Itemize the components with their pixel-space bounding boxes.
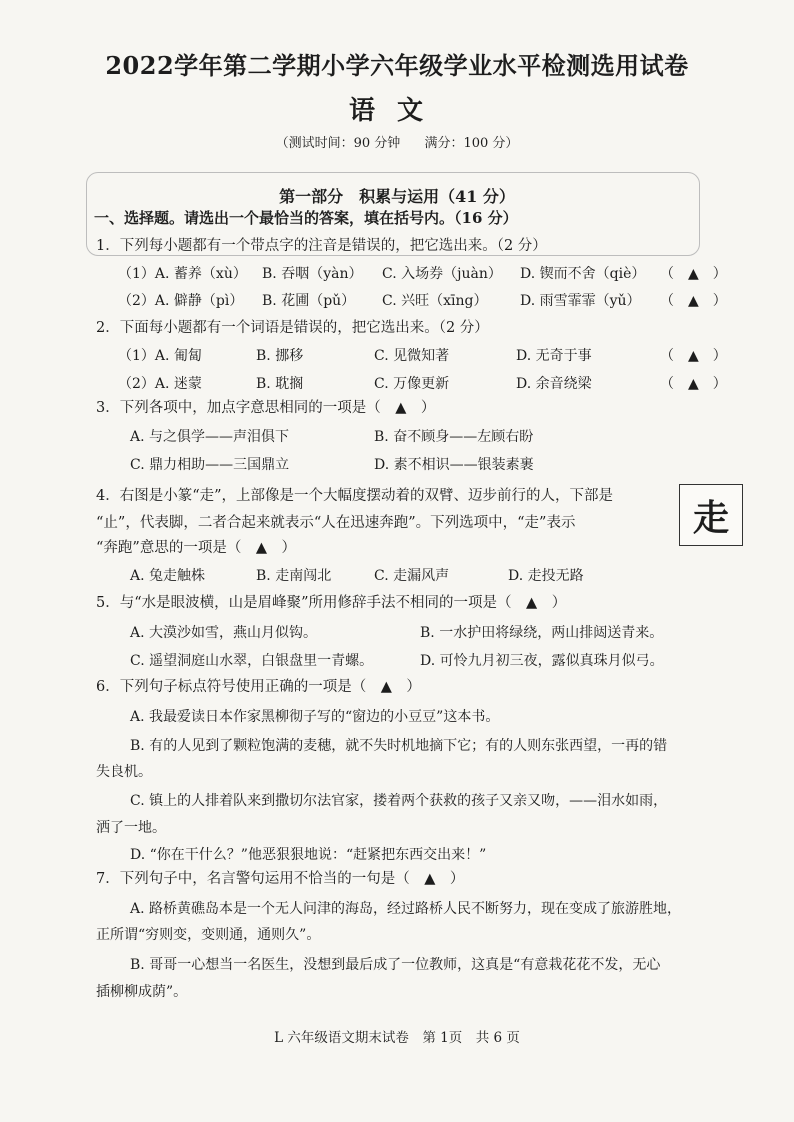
q5-c: C. 遥望洞庭山水翠，白银盘里一青螺。 (130, 653, 374, 669)
full-score: 满分：100 分） (424, 136, 519, 151)
q5-a: A. 大漠沙如雪，燕山月似钩。 (130, 625, 318, 641)
q1-stem: 1．下列每小题都有一个带点字的注音是错误的，把它选出来。（2 分） (96, 238, 547, 254)
q3-c: C. 鼎力相助——三国鼎立 (130, 457, 290, 473)
seal-script-zou-image (679, 484, 743, 546)
q4-b: B. 走南闯北 (256, 568, 332, 584)
q5-d: D. 可怜九月初三夜，露似真珠月似弓。 (420, 653, 664, 669)
exam-title: 2022学年第二学期小学六年级学业水平检测选用试卷 (105, 51, 689, 80)
answer-blank[interactable]: （ ▲ ） (660, 266, 727, 282)
q2-2-b: B. 耽搁 (256, 376, 304, 392)
answer-blank[interactable]: （ ▲ ） (660, 376, 727, 392)
part1-title: 第一部分 积累与运用（41 分） (279, 187, 515, 206)
q6-stem: 6．下列句子标点符号使用正确的一项是（ ▲ ） (96, 679, 421, 695)
subject-title: 语文 (348, 96, 445, 126)
q7-b-line2: 插柳柳成荫”。 (96, 984, 188, 1000)
q3-b: B. 奋不顾身——左顾右盼 (374, 429, 534, 445)
q5-b: B. 一水护田将绿绕，两山排闼送青来。 (420, 625, 664, 641)
q2-2-d: D. 余音绕梁 (516, 376, 592, 392)
seal-char: 走 (692, 496, 729, 539)
q6-c-line1: C. 镇上的人排着队来到撒切尔法官家，搂着两个获救的孩子又亲又吻，——泪水如雨， (130, 793, 668, 809)
q7-a-line2: 正所谓“穷则变，变则通，通则久”。 (96, 927, 321, 943)
q6-d: D. “你在干什么？”他恶狠狠地说：“赶紧把东西交出来！” (130, 847, 487, 863)
q1-2-d: D. 雨雪霏霏（yǔ） (520, 293, 641, 309)
q1-2-b: B. 花圃（pǔ） (262, 293, 356, 309)
q1-1-c: C. 入场券（juàn） (382, 266, 502, 282)
q1-2-c: C. 兴旺（xīng） (382, 293, 488, 309)
q3-d: D. 素不相识——银装素裹 (374, 457, 534, 473)
q2-2-c: C. 万像更新 (374, 376, 450, 392)
q4-line2: “止”，代表脚，二者合起来就表示“人在迅速奔跑”。下列选项中，“走”表示 (96, 515, 576, 531)
q4-a: A. 兔走触株 (130, 568, 206, 584)
q1-1-b: B. 吞咽（yàn） (262, 266, 363, 282)
q7-stem: 7．下列句子中，名言警句运用不恰当的一句是（ ▲ ） (96, 871, 465, 887)
q6-b-line2: 失良机。 (96, 764, 152, 780)
q3-stem: 3．下列各项中，加点字意思相同的一项是（ ▲ ） (96, 400, 436, 416)
q3-a: A. 与之俱学——声泪俱下 (130, 429, 290, 445)
section1-heading: 一、选择题。请选出一个最恰当的答案，填在括号内。（16 分） (94, 209, 518, 227)
q6-a: A. 我最爱读日本作家黑柳彻子写的“窗边的小豆豆”这本书。 (130, 709, 500, 725)
q1-2-a: （2）A. 僻静（pì） (118, 293, 244, 309)
q2-1-c: C. 见微知著 (374, 348, 450, 364)
q4-line3: “奔跑”意思的一项是（ ▲ ） (96, 540, 296, 556)
answer-blank[interactable]: （ ▲ ） (660, 293, 727, 309)
q2-1-b: B. 挪移 (256, 348, 304, 364)
test-time: （测试时间：90 分钟 (275, 136, 401, 151)
answer-blank[interactable]: （ ▲ ） (660, 348, 727, 364)
q7-b-line1: B. 哥哥一心想当一名医生，没想到最后成了一位教师，这真是“有意栽花花不发，无心 (130, 957, 661, 973)
q2-stem: 2．下面每小题都有一个词语是错误的，把它选出来。（2 分） (96, 320, 489, 336)
q4-line1: 4．右图是小篆“走”，上部像是一个大幅度摆动着的双臂、迈步前行的人，下部是 (96, 488, 614, 504)
q2-2-a: （2）A. 迷蒙 (118, 376, 202, 392)
q6-c-line2: 洒了一地。 (96, 820, 166, 836)
test-info (0, 132, 794, 151)
q4-c: C. 走漏风声 (374, 568, 450, 584)
q7-a-line1: A. 路桥黄礁岛本是一个无人问津的海岛，经过路桥人民不断努力，现在变成了旅游胜地， (130, 901, 682, 917)
q1-1-a: （1）A. 蓄养（xù） (118, 266, 247, 282)
page-footer: L 六年级语文期末试卷 第 1页 共 6 页 (274, 1030, 520, 1046)
q1-1-d: D. 锲而不舍（qiè） (520, 266, 646, 282)
q6-b-line1: B. 有的人见到了颗粒饱满的麦穗，就不失时机地摘下它；有的人则东张西望，一再的错 (130, 738, 668, 754)
q5-stem: 5．与“水是眼波横，山是眉峰聚”所用修辞手法不相同的一项是（ ▲ ） (96, 595, 567, 611)
q2-1-a: （1）A. 匍匐 (118, 348, 202, 364)
q4-d: D. 走投无路 (508, 568, 584, 584)
q2-1-d: D. 无奇于事 (516, 348, 592, 364)
